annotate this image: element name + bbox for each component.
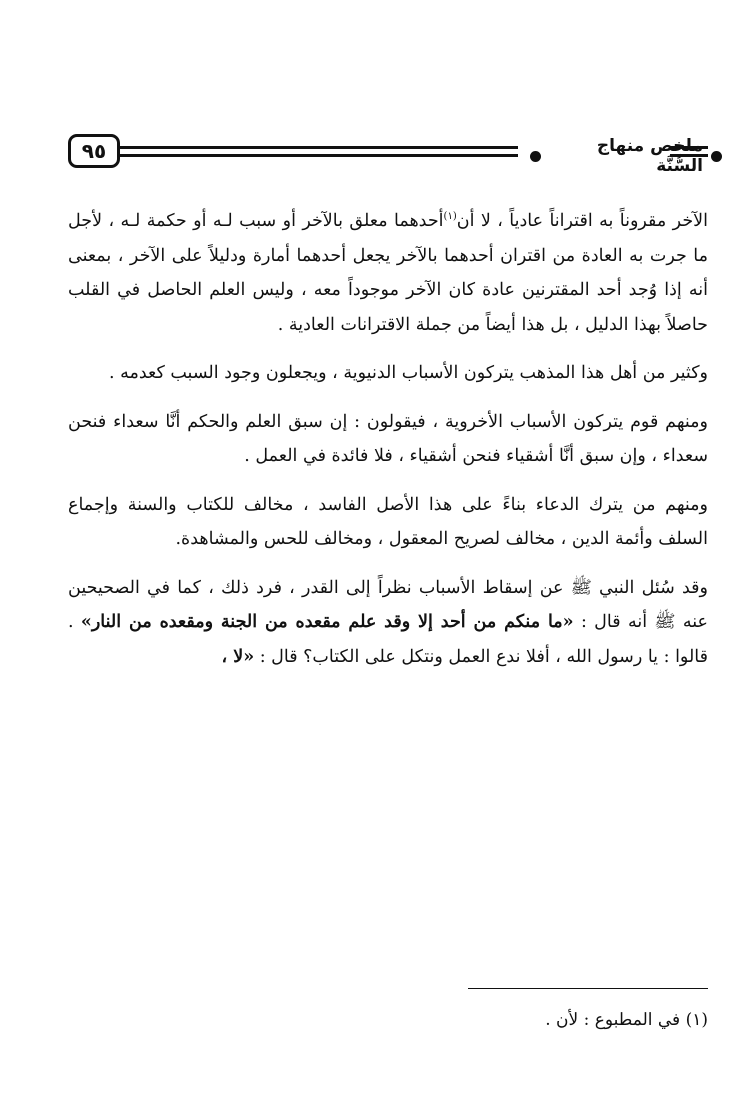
footnote-marker: (١) xyxy=(443,211,457,223)
paragraph: وكثير من أهل هذا المذهب يتركون الأسباب الدنيوية ، ويجعلون وجود السبب كعدمه . xyxy=(108,363,708,383)
hadith-quote: «ما منكم من أحد إلا وقد علم مقعده من الجنة ومقعده من النار» xyxy=(80,612,574,632)
page-number: ٩٥ xyxy=(68,134,120,168)
footnote: (١) في المطبوع : لأن . xyxy=(545,1010,708,1030)
paragraph: وقد سُئل النبي ﷺ عن إسقاط الأسباب نظراً إلى القدر ، فرد ذلك ، كما في الصحيحين عنه ﷺ أنه قال : «ما منكم من أحد إلا وقد علم مقعده من الجنة ومقعده من النار» . قالوا : يا رسول الله ، أفلا ندع العمل ونتكل على الكتاب؟ قال : «لا ، xyxy=(68,577,708,667)
running-title-text: ملخص منهاج السُّنَّة xyxy=(596,136,703,176)
footnote-rule xyxy=(468,988,708,989)
paragraph: ومنهم من يترك الدعاء بناءً على هذا الأصل الفاسد ، مخالف للكتاب والسنة وإجماع السلف وأئمة الدين ، مخالف لصريح المعقول ، ومخالف للحس والمشاهدة. xyxy=(68,494,708,549)
paragraph: ومنهم قوم يتركون الأسباب الأخروية ، فيقولون : إن سبق العلم والحكم أنَّا سعداء فنحن سعداء ، وإن سبق أنَّا أشقياء فنحن أشقياء ، فلا فائدة في العمل . xyxy=(68,411,708,466)
body-text xyxy=(68,204,708,688)
page-header xyxy=(68,134,708,174)
header-double-rule-right xyxy=(670,146,708,157)
bullet-icon xyxy=(530,151,541,162)
paragraph: الآخر مقروناً به اقتراناً عادياً ، لا أن$^{(١)}$أحدهما معلق بالآخر أو سبب لـه أو حكمة لـه ، لأجل ما جرت به العادة من اقتران أحدهما بالآخر يجعل أحدهما أمارة ودليلاً على الآخر ، بمعنى أنه إذا وُجد أحد المقترنين عادة كان الآخر موجوداً معه ، وليس العلم الحاصل في القلب حاصلاً بهذا الدليل ، بل هذا أيضاً من جملة الاقترانات العادية . xyxy=(68,211,708,335)
hadith-quote: «لا ، xyxy=(221,646,255,667)
bullet-icon xyxy=(711,151,722,162)
header-double-rule xyxy=(120,146,518,157)
